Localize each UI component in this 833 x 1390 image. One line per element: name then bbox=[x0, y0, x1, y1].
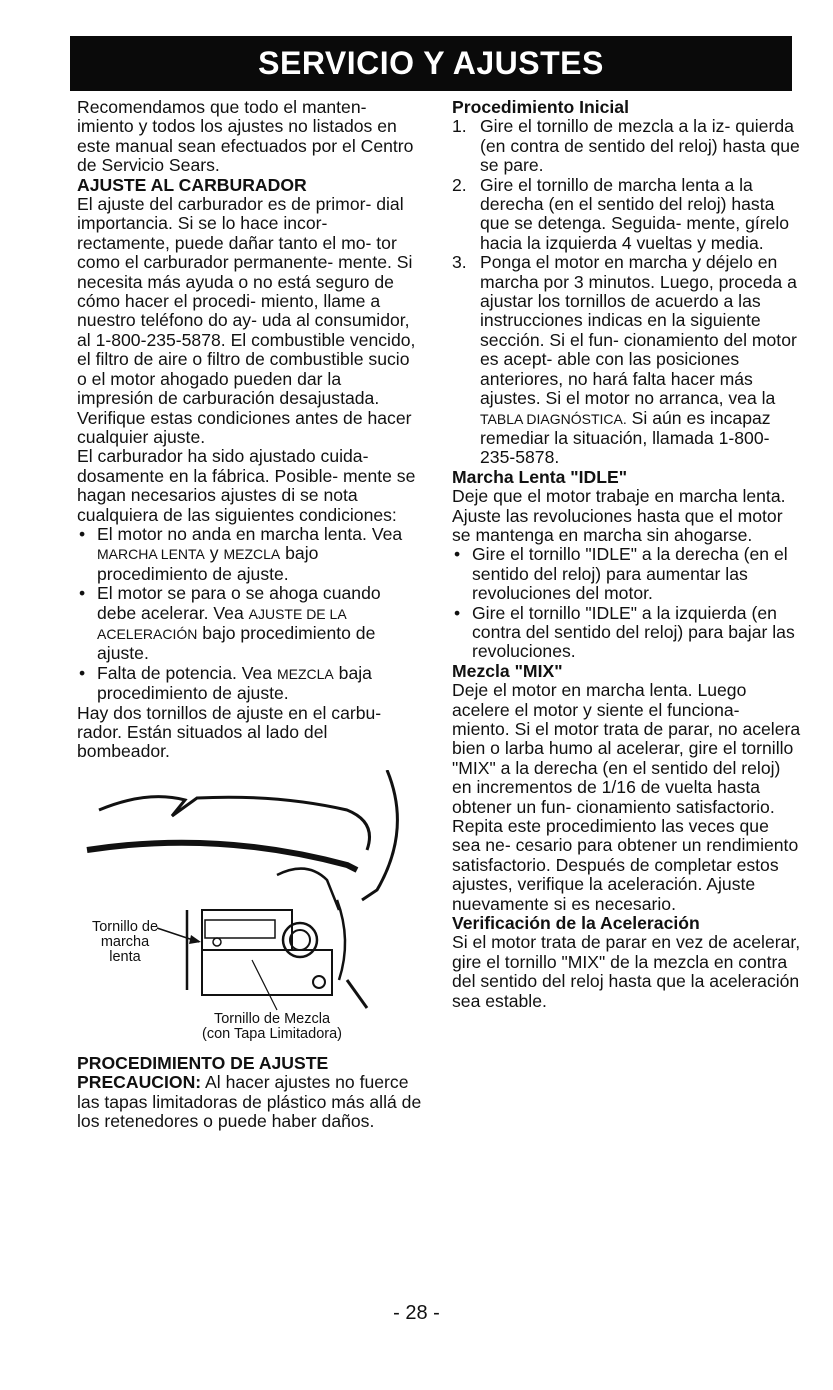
acceleration-heading: Verificación de la Aceleración bbox=[452, 913, 700, 934]
mix-heading: Mezcla "MIX" bbox=[452, 660, 563, 681]
idle-heading: Marcha Lenta "IDLE" bbox=[452, 466, 628, 487]
list-item: 2. Gire el tornillo de marcha lenta a la derecha (en el sentido del reloj) hasta que se detenga. Seguida- mente, gírelo hacia la izquierda 4 vueltas y media. bbox=[452, 174, 790, 253]
carburetor-diagram bbox=[77, 770, 422, 1050]
list-item: • Falta de potencia. Vea MEZCLA baja procedimiento de ajuste. bbox=[77, 664, 422, 704]
list-item: 1. Gire el tornillo de mezcla a la iz- quierda (en contra de sentido del reloj) hasta que se pare. bbox=[452, 116, 800, 176]
carburetor-illustration bbox=[77, 770, 422, 1050]
idle-screw-label: Tornillo de marcha lenta bbox=[91, 918, 159, 965]
mixture-screw-label: Tornillo de Mezcla (con Tapa Limitadora) bbox=[202, 1010, 342, 1042]
initial-procedure-heading: Procedimiento Inicial bbox=[452, 97, 629, 117]
carburetor-heading: AJUSTE AL CARBURADOR bbox=[77, 174, 307, 195]
idle-list bbox=[452, 545, 802, 661]
idle-paragraph: Deje que el motor trabaje en marcha lenta. Ajuste las revoluciones hasta que el motor se mantenga en marcha sin ahogarse. bbox=[452, 486, 786, 545]
initial-steps bbox=[452, 117, 802, 467]
procedure-heading: PROCEDIMIENTO DE AJUSTE bbox=[77, 1052, 329, 1073]
list-item: • El motor se para o se ahoga cuando debe acelerar. Vea AJUSTE DE LA ACELERACIÓN bajo procedimiento de ajuste. bbox=[77, 584, 422, 664]
caution-label: PRECAUCION: bbox=[77, 1072, 202, 1093]
list-item: • Gire el tornillo "IDLE" a la derecha (en el sentido del reloj) para aumentar las revoluciones del motor. bbox=[452, 545, 802, 603]
list-item: • Gire el tornillo "IDLE" a la izquierda (en contra del sentido del reloj) para bajar las revoluciones. bbox=[452, 604, 802, 662]
condition-list bbox=[77, 525, 422, 704]
intro-paragraph: Recomendamos que todo el manten- imiento y todos los ajustes no listados en este manual sean efectuados por el Centro de Servicio Sears. bbox=[77, 97, 414, 176]
caution-paragraph: PRECAUCION: Al hacer ajustes no fuerce las tapas limitadoras de plástico más allá de los retenedores o puede haber daños. bbox=[77, 1072, 422, 1132]
list-item: 3. Ponga el motor en marcha y déjelo en marcha por 3 minutos. Luego, proceda a ajustar los tornillos de acuerdo a las instrucciones indicas en la siguiente sección. Si el fun- cionamiento del motor es acept- able con las posiciones anteriores, no hará falta hacer más ajustes. Si el motor no arranca, vea la TABLA DIAGNÓSTICA. Si aún es incapaz remediar la situación, llamada 1-800-235-5878. bbox=[452, 252, 797, 468]
acceleration-paragraph: Si el motor trata de parar en vez de acelerar, gire el tornillo "MIX" de la mezcla en contra del sentido del reloj hasta que la aceleración sea estable. bbox=[452, 932, 801, 1011]
mix-paragraph: Deje el motor en marcha lenta. Luego acelere el motor y siente el funciona- miento. Si el motor trata de parar, no acelera bien o larba humo al acelerar, gire el tornillo "MIX" a la derecha (en el sentido del reloj) en incrementos de 1/16 de vuelta hasta obtener un fun- cionamiento satisfactorio. Repita este procedimiento las veces que sea ne- cesario para obtener un rendimiento satisfactorio. Después de completar estos ajustes, verifique la aceleración. Ajuste nuevamente si es necesario. bbox=[452, 680, 801, 914]
list-item: • El motor no anda en marcha lenta. Vea MARCHA LENTA y MEZCLA bajo procedimiento de ajuste. bbox=[77, 525, 422, 584]
carburetor-paragraph-2: El carburador ha sido ajustado cuida- dosamente en la fábrica. Posible- mente se hagan necesarios ajustes di se nota cualquiera de las siguientes condiciones: bbox=[77, 446, 416, 525]
left-column bbox=[77, 98, 422, 1131]
page-number: - 28 - bbox=[393, 1302, 440, 1324]
section-banner: SERVICIO Y AJUSTES bbox=[70, 36, 792, 91]
right-column bbox=[452, 98, 802, 1011]
carburetor-paragraph-1: El ajuste del carburador es de primor- dial importancia. Si se lo hace incor- rectamente, puede dañar tanto el mo- tor como el carburador permanente- mente. Si necesita más ayuda o no está seguro de cómo hacer el procedi- miento, llame a nuestro teléfono do ay- uda al consumidor, al 1-800-235-5878. El combustible vencido, el filtro de aire o filtro de combustible sucio o el motor ahogado pueden dar la impresión de carburación desajustada. Verifique estas condiciones antes de hacer cualquier ajuste. bbox=[77, 194, 416, 447]
carburetor-paragraph-3: Hay dos tornillos de ajuste en el carbu- rador. Están situados al lado del bombeador. bbox=[77, 702, 382, 762]
